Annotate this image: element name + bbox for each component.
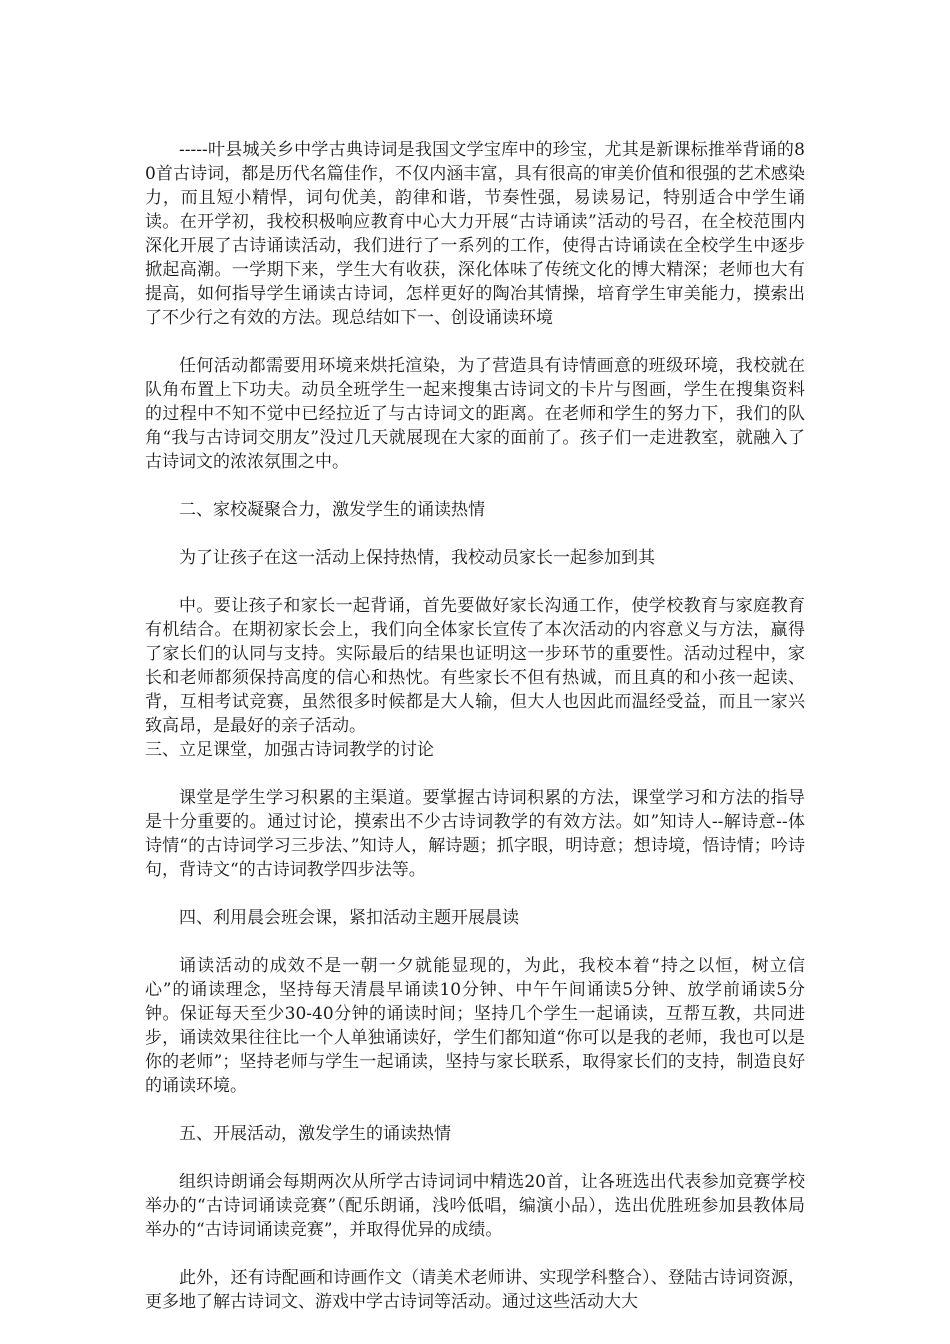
document-page [145,138,805,1314]
paragraph-gap [145,1098,805,1122]
paragraph-gap [145,1242,805,1266]
paragraph-gap [145,570,805,594]
paragraph-gap [145,762,805,786]
paragraph-gap [145,930,805,954]
paragraph-parents-intro: 为了让孩子在这一活动上保持热情，我校动员家长一起参加到其 [179,548,655,568]
paragraph-environment: 任何活动都需要用环境来烘托渲染，为了营造具有诗情画意的班级环境，我校就在队角布置上下功夫。动员全班学生一起来搜集古诗词文的卡片与图画，学生在搜集资料的过程中不知不觉中已经拉近了与古诗词文的距离。在老师和学生的努力下，我们的队角“我与古诗词交朋友”没过几天就展现在大家的面前了。孩子们一走进教室，就融入了古诗词文的浓浓氛围之中。 [145,356,805,472]
paragraph-morning-reading: 诵读活动的成效不是一朝一夕就能显现的，为此，我校本着“持之以恒，树立信心”的诵读理念，坚持每天清晨早诵读10分钟、中午午间诵读5分钟、放学前诵读5分钟。保证每天至少30-40分钟的诵读时间；坚持几个学生一起诵读，互帮互教，共同进步，诵读效果往往比一个人单独诵读好，学生们都知道“你可以是我的老师，我也可以是你的老师”；坚持老师与学生一起诵读，坚持与家长联系，取得家长们的支持，制造良好的诵读环境。 [145,956,805,1096]
paragraph-parents: 中。要让孩子和家长一起背诵，首先要做好家长沟通工作，使学校教育与家庭教育有机结合。在期初家长会上，我们向全体家长宣传了本次活动的内容意义与方法，赢得了家长们的认同与支持。实际最后的结果也证明这一步环节的重要性。活动过程中，家长和老师都须保持高度的信心和热忱。有些家长不但有热诚，而且真的和小孩一起读、背，互相考试竞赛，虽然很多时候都是大人输，但大人也因此而温经受益，而且一家兴致高昂，是最好的亲子活动。 [145,596,805,736]
section-heading-4: 四、利用晨会班会课，紧扣活动主题开展晨读 [179,908,519,928]
paragraph-classroom: 课堂是学生学习积累的主渠道。要掌握古诗词积累的方法，课堂学习和方法的指导是十分重要的。通过讨论，摸索出不少古诗词教学的有效方法。如”知诗人--解诗意--体诗情“的古诗词学习三步法、”知诗人，解诗题；抓字眼，明诗意；想诗境，悟诗情；吟诗句，背诗文“的古诗词教学四步法等。 [145,788,805,880]
paragraph-intro: -----叶县城关乡中学古典诗词是我国文学宝库中的珍宝，尤其是新课标推举背诵的80首古诗词，都是历代名篇佳作，不仅内涵丰富，具有很高的审美价值和很强的艺术感染力，而且短小精悍，词句优美，韵律和谐，节奏性强，易读易记，特别适合中学生诵读。在开学初，我校积极响应教育中心大力开展“古诗诵读”活动的号召，在全校范围内深化开展了古诗诵读活动，我们进行了一系列的工作，使得古诗诵读在全校学生中逐步掀起高潮。一学期下来，学生大有收获，深化体味了传统文化的博大精深；老师也大有提高，如何指导学生诵读古诗词，怎样更好的陶冶其情操，培育学生审美能力，摸索出了不少行之有效的方法。现总结如下一、创设诵读环境 [145,140,805,328]
paragraph-gap [145,474,805,498]
paragraph-gap [145,882,805,906]
paragraph-other-activities: 此外，还有诗配画和诗画作文（请美术老师讲、实现学科整合）、登陆古诗词资源，更多地了解古诗词文、游戏中学古诗词等活动。通过这些活动大大 [145,1268,805,1312]
paragraph-gap [145,330,805,354]
paragraph-gap [145,1146,805,1170]
section-heading-3: 三、立足课堂，加强古诗词教学的讨论 [145,740,434,760]
paragraph-gap [145,522,805,546]
section-heading-5: 五、开展活动，激发学生的诵读热情 [179,1124,451,1144]
section-heading-2: 二、家校凝聚合力，激发学生的诵读热情 [179,500,485,520]
paragraph-recital: 组织诗朗诵会每期两次从所学古诗词词中精选20首，让各班选出代表参加竞赛学校举办的“古诗词诵读竞赛”（配乐朗诵，浅吟低唱，编演小品），选出优胜班参加县教体局举办的“古诗词诵读竞赛”，并取得优异的成绩。 [145,1172,805,1240]
